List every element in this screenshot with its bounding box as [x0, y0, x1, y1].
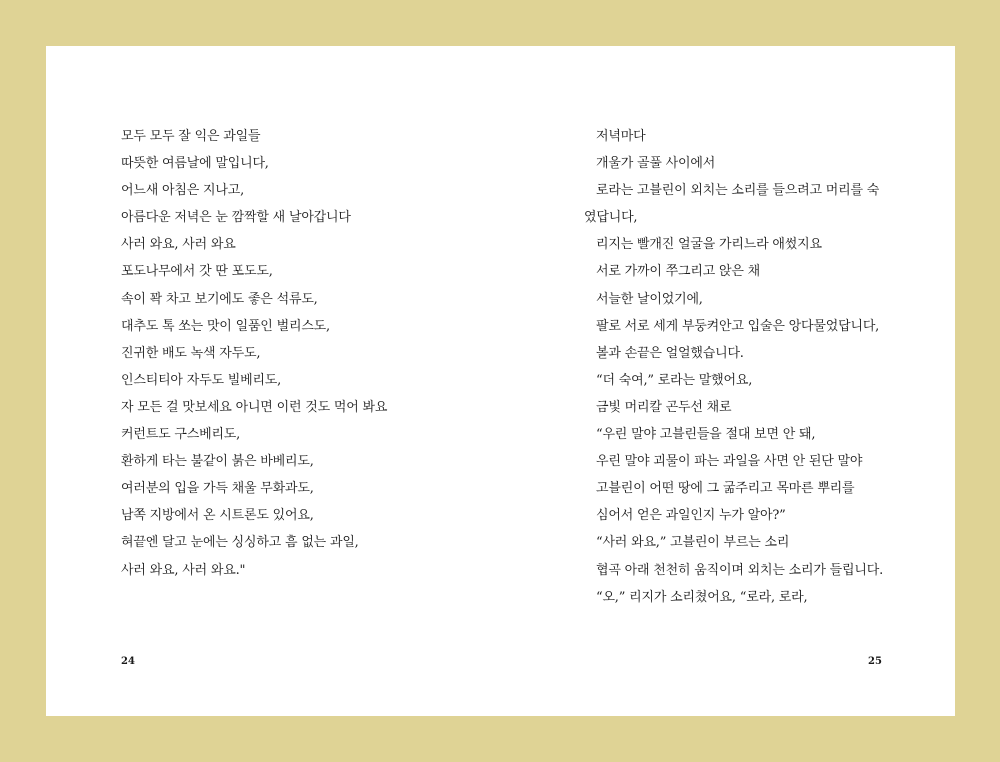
text-line: 저녁마다	[596, 129, 646, 144]
right-page-text	[584, 123, 904, 611]
text-line: 혀끝엔 달고 눈에는 싱싱하고 흠 없는 과일,	[121, 535, 359, 551]
text-line: 였답니다,	[584, 210, 638, 226]
text-line: 커런트도 구스베리도,	[121, 427, 241, 443]
book-spread	[46, 46, 955, 716]
text-line: 협곡 아래 천천히 움직이며 외치는 소리가 들립니다.	[596, 562, 884, 578]
text-line: 자 모든 걸 맛보세요 아니면 이런 것도 먹어 봐요	[121, 399, 388, 415]
text-line: 팔로 서로 세게 부둥켜안고 입술은 앙다물었답니다,	[596, 318, 880, 334]
text-line: “더 숙여,” 로라는 말했어요,	[596, 372, 753, 388]
text-line: 대추도 톡 쏘는 맛이 일품인 벌리스도,	[121, 318, 330, 334]
text-line: 금빛 머리칼 곤두선 채로	[596, 399, 732, 415]
left-page-text	[121, 123, 521, 584]
text-line: “우린 말야 고블린들을 절대 보면 안 돼,	[596, 427, 816, 443]
text-line: 볼과 손끝은 얼얼했습니다.	[596, 345, 744, 361]
text-line: 어느새 아침은 지나고,	[121, 183, 245, 199]
page-number-left: 24	[121, 656, 135, 667]
text-line: 아름다운 저녁은 눈 깜짝할 새 날아갑니다	[121, 210, 351, 226]
text-line: 포도나무에서 갓 딴 포도도,	[121, 264, 273, 280]
text-line: 인스티티아 자두도 빌베리도,	[121, 372, 282, 388]
text-line: 따뜻한 여름날에 말입니다,	[121, 156, 269, 172]
text-line: 개울가 골풀 사이에서	[596, 156, 716, 172]
text-line: 사러 와요, 사러 와요	[121, 237, 236, 253]
text-line: 사러 와요, 사러 와요."	[121, 562, 246, 578]
text-line: 모두 모두 잘 익은 과일들	[121, 129, 261, 144]
page-number-right: 25	[868, 656, 882, 667]
text-line: 고블린이 어떤 땅에 그 굶주리고 목마른 뿌리를	[596, 481, 855, 497]
text-line: 남쪽 지방에서 온 시트론도 있어요,	[121, 508, 314, 524]
text-line: “사러 와요,” 고블린이 부르는 소리	[596, 535, 790, 551]
text-line: 리지는 빨개진 얼굴을 가리느라 애썼지요	[596, 237, 822, 253]
text-line: 서로 가까이 쭈그리고 앉은 채	[596, 264, 761, 280]
text-line: 여러분의 입을 가득 채울 무화과도,	[121, 481, 314, 497]
text-line: 로라는 고블린이 외치는 소리를 들으려고 머리를 숙	[596, 183, 880, 199]
text-line: 우린 말야 괴물이 파는 과일을 사면 안 된단 말야	[596, 454, 863, 470]
text-line: 진귀한 배도 녹색 자두도,	[121, 345, 261, 361]
text-line: 서늘한 날이었기에,	[596, 291, 703, 307]
text-line: 심어서 얻은 과일인지 누가 알아?”	[596, 508, 786, 524]
text-line: “오,” 리지가 소리쳤어요, “로라, 로라,	[596, 589, 808, 605]
text-line: 속이 꽉 차고 보기에도 좋은 석류도,	[121, 291, 318, 307]
text-line: 환하게 타는 불같이 붉은 바베리도,	[121, 454, 314, 470]
